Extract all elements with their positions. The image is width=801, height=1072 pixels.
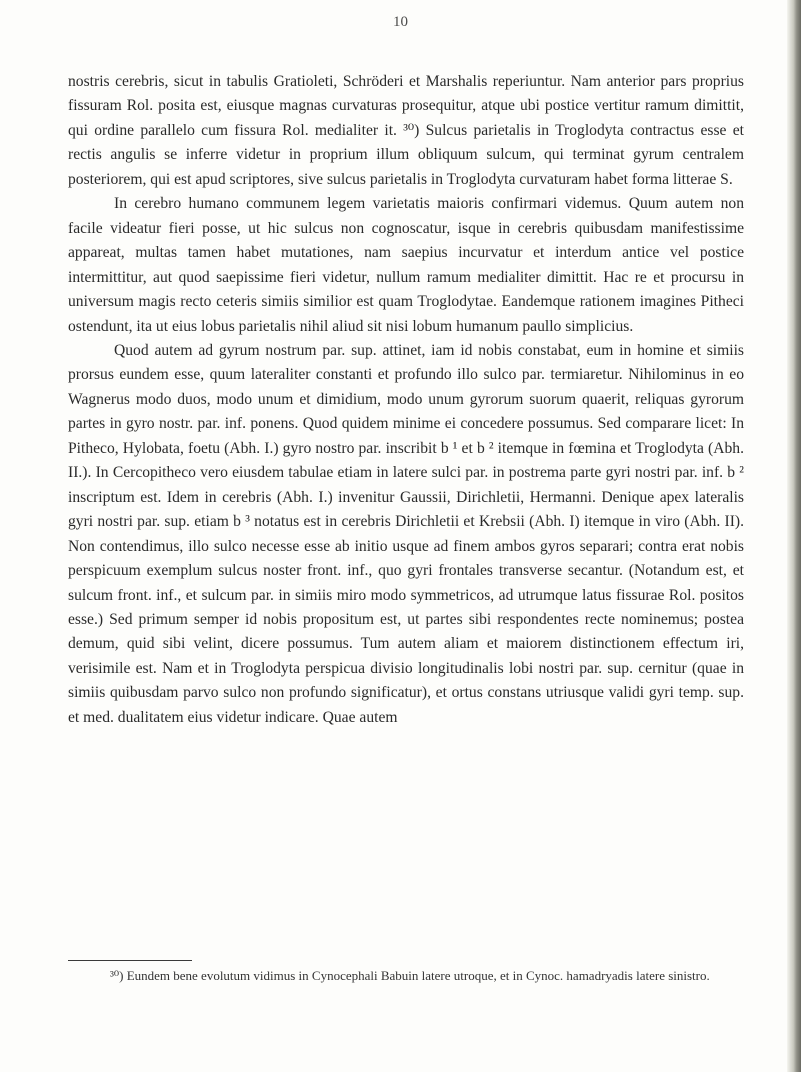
page-edge-shadow — [787, 0, 801, 1072]
footnote — [68, 966, 744, 985]
paragraph-2: In cerebro humano communem legem varietatis maioris confirmari videmus. Quum autem non facile videatur fieri posse, ut hic sulcus non cognoscatur, isque in cerebris quibusdam manifestissime appareat, multas tamen habet mutationes, nam saepius incurvatur et interdum antice vel postice intermittitur, aut quod saepissime fieri videtur, nullum ramum medialiter dimittit. Hac re et procursu in universum magis recto ceteris simiis similior est quam Troglodytae. Eandemque rationem imagines Pitheci ostendunt, ita ut eius lobus parietalis nihil aliud sit nisi lobum humanum paullo simplicius. — [68, 195, 744, 335]
footnote-text: ³⁰) Eundem bene evolutum vidimus in Cynocephali Babuin latere utroque, et in Cynoc. hamadryadis latere sinistro. — [110, 968, 710, 983]
paragraph-1: nostris cerebris, sicut in tabulis Gratioleti, Schröderi et Marshalis reperiuntur. Nam anterior pars proprius fissuram Rol. posita est, eiusque magnas curvaturas prosequitur, atque ubi postice vertitur ramum dimittit, qui ordine parallelo cum fissura Rol. medialiter it. ³⁰) Sulcus parietalis in Troglodyta contractus esse et rectis angulis se inferre videtur in proprium illum obliquum sulcum, qui terminat gyrum centralem posteriorem, qui est apud scriptores, sive sulcus parietalis in Troglodyta curvaturam habet forma litterae S. — [68, 73, 744, 188]
paragraph-3: Quod autem ad gyrum nostrum par. sup. attinet, iam id nobis constabat, eum in homine et simiis prorsus eundem esse, quum lateraliter constanti et profundo illo sulco par. termiaretur. Nihilominus in eo Wagnerus modo duos, modo unum et dimidium, modo unum gyrorum suorum quaerit, reliquas gyrorum partes in gyro nostr. par. inf. ponens. Quod quidem minime ei concedere possumus. Sed comparare licet: In Pitheco, Hylobata, foetu (Abh. I.) gyro nostro par. inscribit b ¹ et b ² itemque in fœmina et Troglodyta (Abh. II.). In Cercopitheco vero eiusdem tabulae etiam in latere sulci par. in postrema parte gyri nostri par. inf. b ² inscriptum est. Idem in cerebris (Abh. I.) invenitur Gaussii, Dirichletii, Hermanni. Denique apex lateralis gyri nostri par. sup. etiam b ³ notatus est in cerebris Dirichletii et Krebsii (Abh. I) itemque in viro (Abh. II). Non contendimus, illo sulco necesse esse ab initio usque ad finem ambos gyros separari; contra erat nobis perspicuum exemplum sulcus noster front. inf., quo gyri frontales transverse secantur. (Notandum est, et sulcum front. inf., et sulcum par. in simiis miro modo symmetricos, ad utrumque latus fissurae Rol. positos esse.) Sed primum semper id nobis propositum est, ut partes sibi respondentes recte nominemus; postea demum, quid sibi velint, dicere possumus. Tum autem aliam et maiorem distinctionem effectum iri, verisimile est. Nam et in Troglodyta perspicua divisio longitudinalis lobi nostri par. sup. cernitur (quae in simiis quibusdam parvo sulco non profundo significatur), et ortus constans utriusque validi gyri temp. sup. et med. dualitatem eius videtur indicare. Quae autem — [68, 341, 744, 726]
main-text — [68, 70, 744, 730]
page-number: 10 — [393, 14, 408, 30]
footnote-rule — [68, 960, 192, 961]
